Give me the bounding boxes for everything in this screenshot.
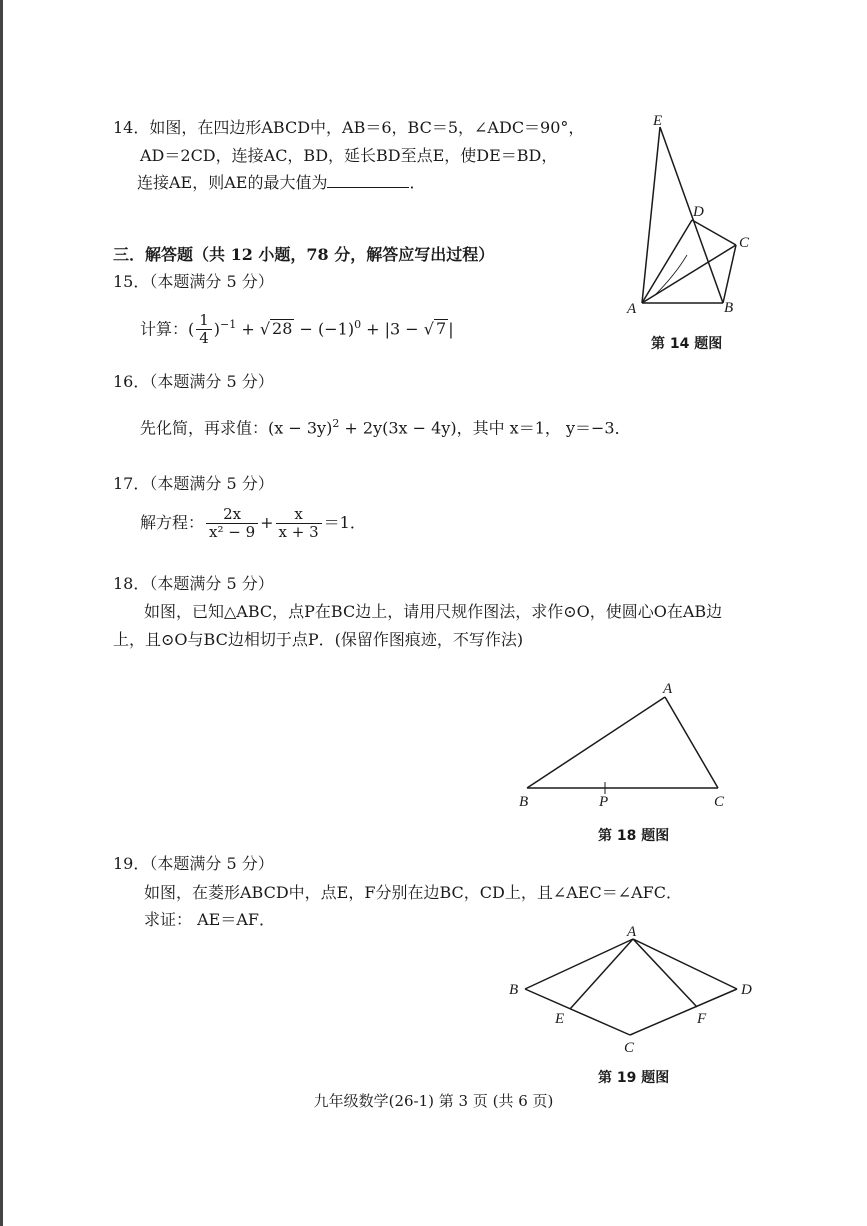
q15-exp0: 0 — [354, 318, 362, 331]
q14-label-B: B — [724, 300, 734, 316]
q17-prefix: 解方程： — [140, 513, 205, 532]
q19-head: 19．（本题满分 5 分） — [113, 854, 274, 873]
q17-f1-num: 2x — [206, 506, 258, 524]
q14-segment-EB — [660, 127, 723, 303]
q19-figure — [500, 920, 765, 1060]
page-footer: 九年级数学(26-1) 第 3 页 (共 6 页) — [313, 1092, 554, 1110]
q14-caption: 第 14 题图 — [651, 336, 723, 352]
q19-label-D: D — [741, 982, 752, 998]
q17-f2-num: x — [276, 506, 322, 524]
q17-head: 17．（本题满分 5 分） — [113, 474, 274, 493]
q18-label-A: A — [663, 681, 673, 697]
q16-head: 16．（本题满分 5 分） — [113, 372, 274, 391]
q14-text-1: 如图，在四边形ABCD中，AB＝6，BC＝5，∠ADC＝90°， — [149, 118, 585, 137]
q15-exp-neg1: −1 — [220, 318, 237, 331]
q14-line2: AD＝2CD，连接AC，BD，延长BD至点E，使DE＝BD， — [140, 146, 558, 165]
q14-line3 — [137, 172, 426, 194]
q18-head: 18．（本题满分 5 分） — [113, 574, 274, 593]
q17-fraction-1 — [206, 506, 258, 541]
q15-close: ) — [213, 319, 221, 339]
q15-sqrt7: 7 — [436, 319, 447, 339]
q18-caption: 第 18 题图 — [598, 828, 670, 844]
q18-segment-AB — [527, 697, 665, 788]
q19-segment-AE — [570, 939, 633, 1009]
q16-body-a: 先化简，再求值：(x − 3y) — [140, 418, 333, 438]
q15-plus: + — [236, 319, 260, 339]
q18-line2: 上，且⊙O与BC边相切于点P．(保留作图痕迹，不写作法) — [113, 630, 524, 649]
q18-label-P: P — [599, 794, 609, 810]
q19-label-F: F — [697, 1011, 707, 1027]
q14-construction-mark — [655, 255, 687, 295]
q18-label-B: B — [519, 794, 529, 810]
q16-sup: 2 — [332, 417, 340, 430]
q19-label-E: E — [555, 1011, 565, 1027]
section3-title: 三．解答题（共 12 小题，78 分，解答应写出过程） — [113, 245, 495, 264]
page-edge — [0, 0, 3, 1226]
q15-frac-num: 1 — [196, 312, 212, 330]
q17-eq: ＝1． — [323, 513, 366, 532]
q15-abs: + |3 − — [361, 319, 424, 339]
q19-segment-AF — [633, 939, 697, 1007]
q19-label-C: C — [624, 1040, 635, 1056]
q19-segment-AD — [633, 939, 737, 989]
q18-label-C: C — [714, 794, 725, 810]
q19-line2: 求证： AE＝AF． — [144, 910, 275, 929]
q19-segment-DC — [630, 989, 737, 1035]
q15-prefix: 计算：( — [140, 319, 195, 339]
q19-label-A: A — [627, 924, 637, 940]
q19-segment-AB — [525, 939, 633, 989]
q19-segment-BC — [525, 989, 630, 1035]
q14-label-D: D — [693, 204, 704, 220]
q17-plus: + — [260, 513, 274, 532]
q14-line1 — [113, 117, 584, 139]
q15-fraction — [196, 312, 212, 347]
q19-caption: 第 19 题图 — [598, 1070, 670, 1086]
q14-segment-BC — [723, 245, 736, 303]
q16-body — [140, 413, 631, 439]
q14-period: ． — [409, 173, 426, 192]
q18-figure — [505, 675, 745, 815]
q17-equation — [140, 503, 366, 543]
q14-label-C: C — [739, 235, 750, 251]
q16-body-b: + 2y(3x − 4y)，其中 x＝1， y＝−3． — [339, 418, 631, 438]
q14-label-A: A — [627, 301, 637, 317]
q14-number: 14． — [113, 118, 150, 137]
q15-abs-end: | — [448, 319, 454, 339]
q15-minus: − (−1) — [294, 319, 355, 339]
answer-blank[interactable] — [327, 173, 409, 188]
q18-line1: 如图，已知△ABC，点P在BC边上，请用尺规作图法，求作⊙O，使圆心O在AB边 — [144, 602, 723, 621]
q15-sqrt28: 28 — [272, 319, 293, 339]
q14-label-E: E — [653, 113, 663, 129]
q18-segment-AC — [665, 697, 718, 788]
q15-head: 15．（本题满分 5 分） — [113, 272, 274, 291]
q19-line1: 如图，在菱形ABCD中，点E，F分别在边BC，CD上，且∠AEC＝∠AFC． — [144, 883, 683, 902]
q17-f2-den: x + 3 — [278, 523, 319, 541]
q14-segment-DC — [692, 220, 736, 245]
q14-figure — [615, 105, 765, 320]
q17-fraction-2 — [276, 506, 322, 541]
q15-frac-den: 4 — [199, 329, 209, 348]
q14-text-3: 连接AE，则AE的最大值为 — [137, 173, 328, 192]
q15-expression: 计算：( $\frac{1}{4}$ )$^{-1}$ + √ $28 - (-1)^0 + |3$ − √ 7 | — [140, 311, 454, 348]
q17-f1-den: x² − 9 — [209, 523, 256, 541]
q19-label-B: B — [509, 982, 519, 998]
